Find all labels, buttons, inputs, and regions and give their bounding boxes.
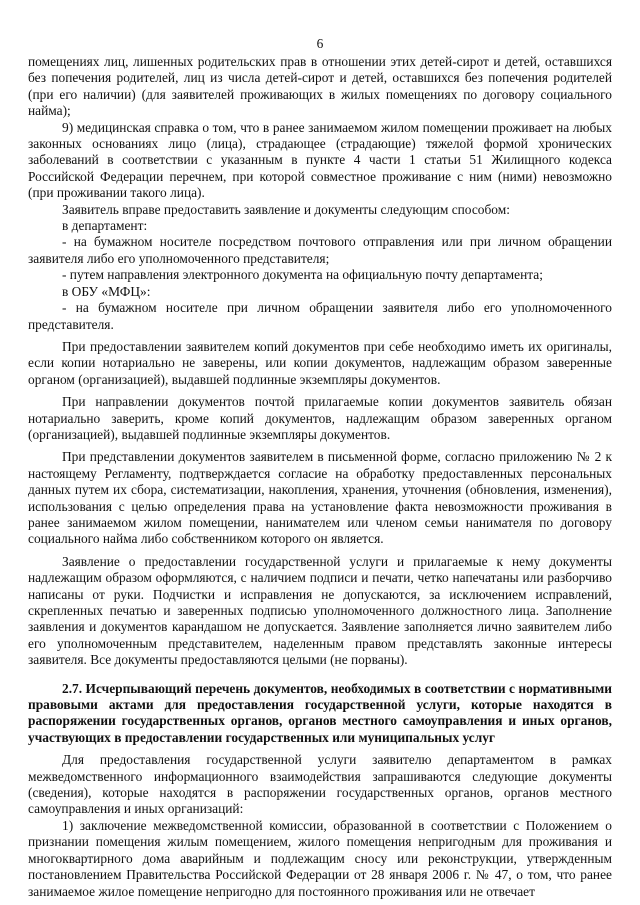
paragraph: Заявитель вправе предоставить заявление и документы следующим способом: <box>62 201 510 217</box>
paragraph: Заявление о предоставлении государственной услуги и прилагаемые к нему документы надлежащим образом оформляются, с наличием подписи и печати, четко напечатаны или разборчиво написаны от руки. Подчистки и исправления не допускаются, за исключением исправлений, скрепленных печатью и заверенных подписью уполномоченного должностного лица. Заполнение заявления и документов карандашом не допускается. Заявление заполняется лично заявителем либо его уполномоченным представителем, наделенным правом представлять законные интересы заявителя. Все документы предоставляются целыми (не порваны). <box>28 553 612 668</box>
paragraph: При направлении документов почтой прилагаемые копии документов заявитель обязан нотариально заверить, кроме копий документов, надлежащим образом заверенных органом (организацией), выдавшей подлинные экземпляры документов. <box>28 394 612 442</box>
paragraph: помещениях лиц, лишенных родительских прав в отношении этих детей-сирот и детей, оставшихся без попечения родителей, лиц из числа детей-сирот и детей, оставшихся без попечения родителей (при его наличии) (для заявителей проживающих в жилых помещениях по договору социального найма); <box>28 54 612 119</box>
paragraph: - на бумажном носителе посредством почтового отправления или при личном обращении заявителя либо его уполномоченного представителя; <box>28 234 612 266</box>
section-heading: 2.7. Исчерпывающий перечень документов, необходимых в соответствии с нормативными правовыми актами для предоставления государственной услуги, которые находятся в распоряжении государственных органов, органов местного самоуправления и иных органов, участвующих в предоставлении государственных или муниципальных услуг <box>28 680 612 745</box>
page-number: 6 <box>316 36 324 51</box>
paragraph: 1) заключение межведомственной комиссии, образованной в соответствии с Положением о признании помещения жилым помещением, жилого помещения непригодным для проживания и многоквартирного дома аварийным и подлежащим сносу или реконструкции, утвержденным постановлением Правительства Российской Федерации от 28 января 2006 г. № 47, о том, что ранее занимаемое жилое помещение непригодно для постоянного проживания или не отвечает <box>28 817 612 899</box>
paragraph: При предоставлении заявителем копий документов при себе необходимо иметь их оригиналы, если копии нотариально не заверены, или копии документов, надлежащим образом заверенные органом (организацией), выдавшей подлинные экземпляры документов. <box>28 338 612 387</box>
paragraph: в департамент: <box>62 218 148 234</box>
paragraph: - путем направления электронного документа на официальную почту департамента; <box>62 267 543 283</box>
paragraph: При представлении документов заявителем в письменной форме, согласно приложению № 2 к настоящему Регламенту, подтверждается согласие на обработку предоставленных персональных данных путем их сбора, систематизации, накопления, хранения, уточнения (обновления, изменения), использования с целью определения права на установление факта невозможности проживания в ранее занимаемом жилом помещении, нанимателем или членом семьи нанимателя по договору социального найма либо собственником которого он является. <box>28 449 612 547</box>
document-body <box>28 54 612 900</box>
paragraph: 9) медицинская справка о том, что в ранее занимаемом жилом помещении проживает на любых законных основаниях лицо (лица), страдающее (страдающие) тяжелой формой хронических заболеваний в соответствии с указанным в пункте 4 части 1 статьи 51 Жилищного кодекса Российской Федерации перечнем, при которой совместное проживание с ним (ними) невозможно (при проживании такого лица). <box>28 119 612 201</box>
paragraph: в ОБУ «МФЦ»: <box>62 283 151 299</box>
paragraph: Для предоставления государственной услуги заявителю департаментом в рамках межведомственного информационного взаимодействия запрашиваются следующие документы (сведения), которые находятся в распоряжении государственных органов, органов местного самоуправления и иных организаций: <box>28 752 612 817</box>
paragraph: - на бумажном носителе при личном обращении заявителя либо его уполномоченного представителя. <box>28 300 612 332</box>
